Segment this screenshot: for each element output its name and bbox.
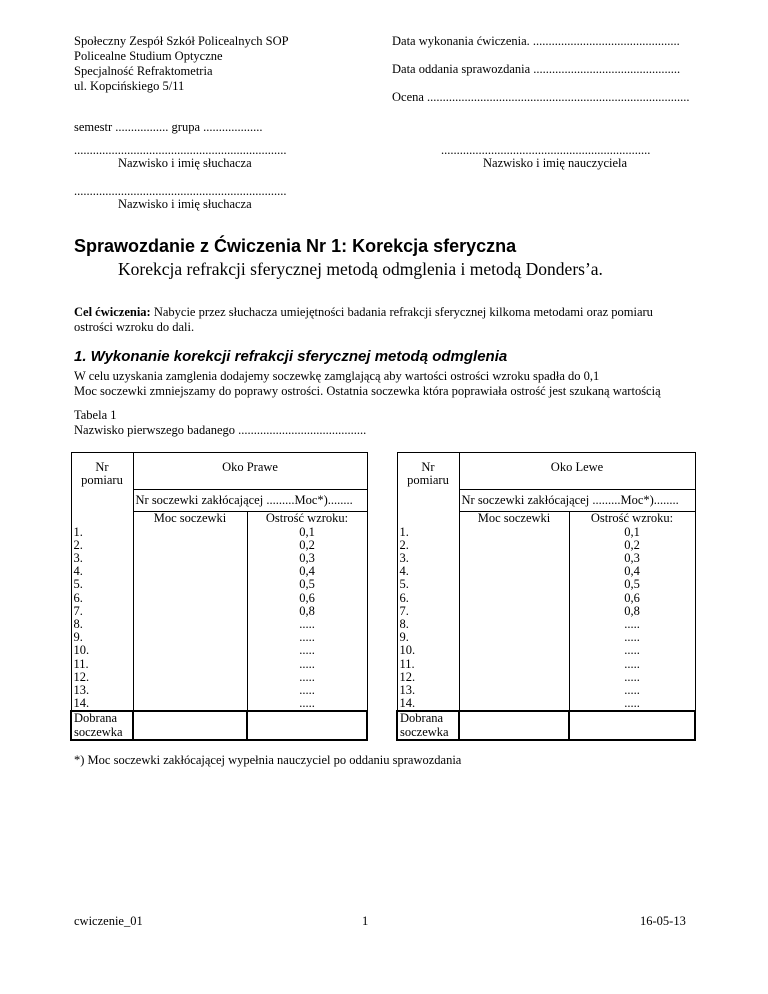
teacher-signature-line: ................................................................... bbox=[441, 143, 651, 157]
measurement-row bbox=[71, 671, 367, 684]
lens-power-cell[interactable] bbox=[133, 539, 247, 552]
lens-power-cell[interactable] bbox=[133, 671, 247, 684]
footer-date: 16-05-13 bbox=[640, 914, 686, 928]
eye-header: Oko Lewe bbox=[459, 453, 695, 490]
footer-filename: cwiczenie_01 bbox=[74, 914, 143, 928]
grade-field: Ocena .................................................................................... bbox=[392, 90, 690, 104]
measurement-row bbox=[71, 565, 367, 578]
measurement-row bbox=[71, 697, 367, 711]
measurement-row bbox=[71, 578, 367, 591]
eye-header: Oko Prawe bbox=[133, 453, 367, 490]
measurement-row bbox=[397, 605, 695, 618]
lens-power-cell[interactable] bbox=[133, 658, 247, 671]
lens-power-cell[interactable] bbox=[459, 697, 569, 711]
measurement-row bbox=[397, 631, 695, 644]
chosen-lens-acuity-cell[interactable] bbox=[569, 711, 695, 739]
acuity-cell: 0,1 bbox=[569, 526, 695, 539]
chosen-lens-power-cell[interactable] bbox=[459, 711, 569, 739]
goal-paragraph bbox=[74, 305, 694, 335]
row-number: 11. bbox=[397, 658, 459, 671]
lens-power-cell[interactable] bbox=[459, 605, 569, 618]
nr-header: Nr pomiaru bbox=[397, 453, 459, 512]
acuity-cell: ..... bbox=[569, 631, 695, 644]
measurement-row bbox=[397, 644, 695, 657]
acuity-cell: ..... bbox=[569, 697, 695, 711]
measurement-row bbox=[397, 697, 695, 711]
lens-power-cell[interactable] bbox=[459, 565, 569, 578]
acuity-cell: 0,8 bbox=[569, 605, 695, 618]
row-number: 13. bbox=[71, 684, 133, 697]
acuity-cell: ..... bbox=[247, 618, 367, 631]
row-number: 2. bbox=[71, 539, 133, 552]
student-signature-line: .................................................................... bbox=[74, 143, 287, 157]
footnote: *) Moc soczewki zakłócającej wypełnia nauczyciel po oddaniu sprawozdania bbox=[74, 753, 462, 767]
measurement-row bbox=[71, 631, 367, 644]
footer-page-number: 1 bbox=[362, 914, 369, 928]
acuity-cell: 0,4 bbox=[569, 565, 695, 578]
lens-power-cell[interactable] bbox=[133, 684, 247, 697]
lens-power-cell[interactable] bbox=[459, 539, 569, 552]
chosen-lens-acuity-cell[interactable] bbox=[247, 711, 367, 739]
row-number: 9. bbox=[397, 631, 459, 644]
lens-power-cell[interactable] bbox=[459, 671, 569, 684]
lens-power-cell[interactable] bbox=[133, 644, 247, 657]
chosen-lens-row bbox=[397, 711, 695, 739]
measurement-row bbox=[71, 644, 367, 657]
left-eye-table bbox=[396, 452, 696, 741]
row-number: 14. bbox=[71, 697, 133, 711]
row-number: 2. bbox=[397, 539, 459, 552]
row-number: 10. bbox=[397, 644, 459, 657]
lens-power-cell[interactable] bbox=[133, 526, 247, 539]
chosen-lens-label: Dobrana soczewka bbox=[71, 711, 133, 739]
measurement-row bbox=[71, 684, 367, 697]
lens-power-cell[interactable] bbox=[133, 565, 247, 578]
date-done-field: Data wykonania ćwiczenia. ............................................... bbox=[392, 34, 680, 48]
acuity-cell: ..... bbox=[247, 671, 367, 684]
lens-power-cell[interactable] bbox=[133, 697, 247, 711]
row-number: 6. bbox=[397, 592, 459, 605]
measurement-row bbox=[71, 658, 367, 671]
goal-text: Nabycie przez słuchacza umiejętności badania refrakcji sferycznej kilkoma metodami oraz pomiaru ostrości wzroku do dali. bbox=[74, 305, 653, 334]
acuity-cell: ..... bbox=[569, 618, 695, 631]
acuity-cell: 0,1 bbox=[247, 526, 367, 539]
lens-power-cell[interactable] bbox=[459, 684, 569, 697]
measurement-row bbox=[397, 539, 695, 552]
measurement-row bbox=[71, 592, 367, 605]
school-line: Społeczny Zespół Szkół Policealnych SOP bbox=[74, 34, 289, 48]
acuity-cell: 0,6 bbox=[247, 592, 367, 605]
acuity-cell: ..... bbox=[247, 658, 367, 671]
row-number: 12. bbox=[397, 671, 459, 684]
row-number: 5. bbox=[397, 578, 459, 591]
student-label: Nazwisko i imię słuchacza bbox=[118, 156, 252, 170]
measurement-row bbox=[71, 526, 367, 539]
measurement-row bbox=[397, 592, 695, 605]
section-heading: 1. Wykonanie korekcji refrakcji sferycznej metodą odmglenia bbox=[74, 348, 508, 365]
measurement-row bbox=[397, 526, 695, 539]
acuity-cell: 0,6 bbox=[569, 592, 695, 605]
acuity-cell: 0,2 bbox=[569, 539, 695, 552]
school-line: Specjalność Refraktometria bbox=[74, 64, 213, 78]
section-line: Moc soczewki zmniejszamy do poprawy ostrości. Ostatnia soczewka która poprawiała ostrość jest szukaną wartością bbox=[74, 384, 661, 398]
row-number: 6. bbox=[71, 592, 133, 605]
acuity-cell: ..... bbox=[569, 644, 695, 657]
measurement-row bbox=[71, 605, 367, 618]
student2-label: Nazwisko i imię słuchacza bbox=[118, 197, 252, 211]
acuity-cell: ..... bbox=[569, 671, 695, 684]
lens-power-cell[interactable] bbox=[459, 618, 569, 631]
row-number: 10. bbox=[71, 644, 133, 657]
row-number: 9. bbox=[71, 631, 133, 644]
lens-power-cell[interactable] bbox=[459, 658, 569, 671]
lens-power-cell[interactable] bbox=[459, 578, 569, 591]
school-info bbox=[74, 34, 289, 94]
acuity-cell: ..... bbox=[569, 684, 695, 697]
student2-signature-line: .................................................................... bbox=[74, 184, 287, 198]
lens-power-cell[interactable] bbox=[133, 605, 247, 618]
row-number: 1. bbox=[397, 526, 459, 539]
teacher-label: Nazwisko i imię nauczyciela bbox=[483, 156, 628, 170]
acuity-cell: 0,5 bbox=[569, 578, 695, 591]
row-number: 8. bbox=[71, 618, 133, 631]
row-number: 7. bbox=[397, 605, 459, 618]
lens-power-cell[interactable] bbox=[459, 644, 569, 657]
lens-power-cell[interactable] bbox=[459, 592, 569, 605]
row-number: 7. bbox=[71, 605, 133, 618]
lens-power-cell[interactable] bbox=[133, 552, 247, 565]
chosen-lens-label: Dobrana soczewka bbox=[397, 711, 459, 739]
lens-power-cell[interactable] bbox=[133, 578, 247, 591]
acuity-cell: 0,3 bbox=[247, 552, 367, 565]
measurement-row bbox=[397, 618, 695, 631]
row-number: 4. bbox=[397, 565, 459, 578]
measurement-row bbox=[397, 578, 695, 591]
section-text bbox=[74, 369, 661, 399]
lens-power-cell[interactable] bbox=[133, 618, 247, 631]
school-line: ul. Kopcińskiego 5/11 bbox=[74, 79, 185, 93]
date-submitted-field: Data oddania sprawozdania ............................................... bbox=[392, 62, 681, 76]
acuity-cell: 0,4 bbox=[247, 565, 367, 578]
measurement-row bbox=[71, 539, 367, 552]
acuity-cell: 0,5 bbox=[247, 578, 367, 591]
row-number: 1. bbox=[71, 526, 133, 539]
acuity-cell: ..... bbox=[247, 697, 367, 711]
school-line: Policealne Studium Optyczne bbox=[74, 49, 223, 63]
report-subtitle: Korekcja refrakcji sferycznej metodą odmglenia i metodą Donders’a. bbox=[118, 259, 603, 279]
measurement-row bbox=[397, 658, 695, 671]
row-number: 4. bbox=[71, 565, 133, 578]
acuity-cell: 0,8 bbox=[247, 605, 367, 618]
table-number: Tabela 1 bbox=[74, 408, 117, 422]
row-number: 3. bbox=[71, 552, 133, 565]
table-caption bbox=[74, 408, 366, 438]
right-eye-table bbox=[70, 452, 368, 741]
nr-header: Nr pomiaru bbox=[71, 453, 133, 512]
acuity-cell: 0,2 bbox=[247, 539, 367, 552]
row-number: 8. bbox=[397, 618, 459, 631]
measurement-row bbox=[397, 552, 695, 565]
lens-line: Nr soczewki zakłócającej .........Moc*)........ bbox=[459, 490, 695, 512]
report-title: Sprawozdanie z Ćwiczenia Nr 1: Korekcja sferyczna bbox=[74, 236, 517, 256]
power-col-header: Moc soczewki bbox=[459, 512, 569, 526]
row-number: 13. bbox=[397, 684, 459, 697]
chosen-lens-row bbox=[71, 711, 367, 739]
lens-power-cell[interactable] bbox=[133, 592, 247, 605]
lens-line: Nr soczewki zakłócającej .........Moc*)........ bbox=[133, 490, 367, 512]
measurement-row bbox=[397, 684, 695, 697]
lens-power-cell[interactable] bbox=[459, 631, 569, 644]
lens-power-cell[interactable] bbox=[133, 631, 247, 644]
acuity-cell: ..... bbox=[247, 644, 367, 657]
measurement-row bbox=[71, 552, 367, 565]
lens-power-cell[interactable] bbox=[459, 526, 569, 539]
measurement-row bbox=[397, 565, 695, 578]
semester-group-field: semestr ................. grupa ................... bbox=[74, 120, 263, 134]
measurement-row bbox=[397, 671, 695, 684]
goal-label: Cel ćwiczenia: bbox=[74, 305, 151, 319]
acuity-cell: 0,3 bbox=[569, 552, 695, 565]
acuity-col-header: Ostrość wzroku: bbox=[569, 512, 695, 526]
row-number: 5. bbox=[71, 578, 133, 591]
acuity-cell: ..... bbox=[569, 658, 695, 671]
chosen-lens-power-cell[interactable] bbox=[133, 711, 247, 739]
lens-power-cell[interactable] bbox=[459, 552, 569, 565]
first-subject-field: Nazwisko pierwszego badanego ......................................... bbox=[74, 423, 367, 437]
measurement-row bbox=[71, 618, 367, 631]
section-line: W celu uzyskania zamglenia dodajemy soczewkę zamglającą aby wartości ostrości wzroku spadła do 0,1 bbox=[74, 369, 600, 383]
row-number: 3. bbox=[397, 552, 459, 565]
row-number: 14. bbox=[397, 697, 459, 711]
row-number: 12. bbox=[71, 671, 133, 684]
power-col-header: Moc soczewki bbox=[133, 512, 247, 526]
acuity-cell: ..... bbox=[247, 684, 367, 697]
row-number: 11. bbox=[71, 658, 133, 671]
acuity-col-header: Ostrość wzroku: bbox=[247, 512, 367, 526]
acuity-cell: ..... bbox=[247, 631, 367, 644]
